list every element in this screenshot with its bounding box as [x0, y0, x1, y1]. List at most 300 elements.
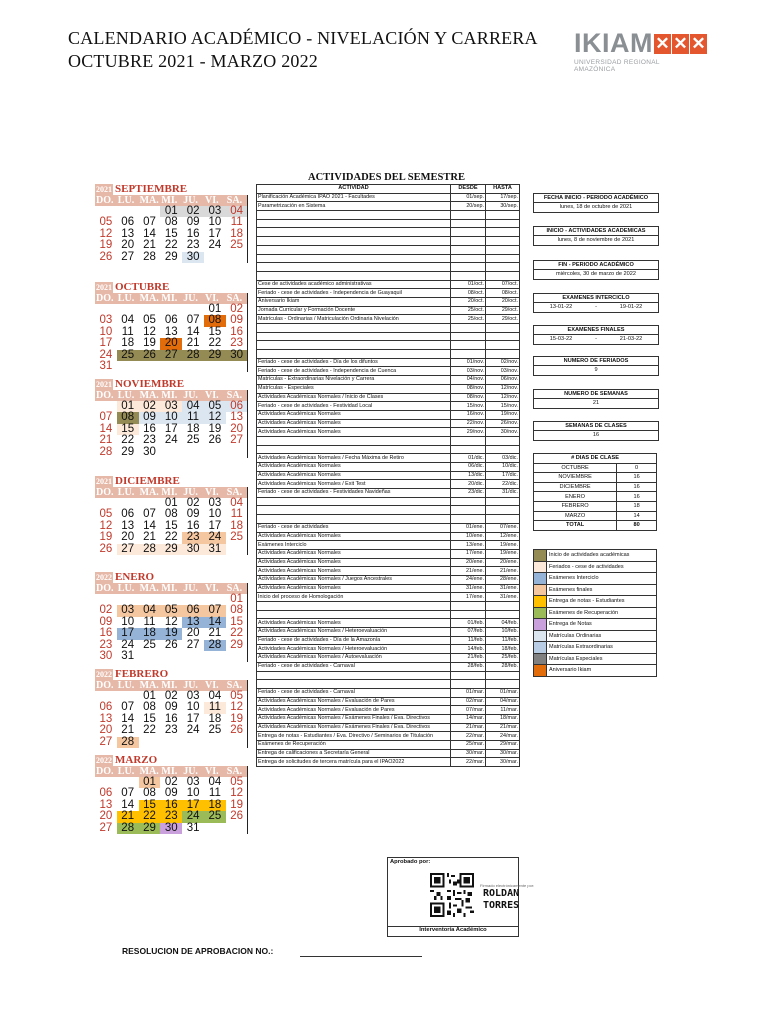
activity-name: Actividades Académicas Normales [257, 471, 451, 480]
activity-row [257, 358, 520, 367]
activity-from [451, 602, 486, 611]
calendar-weekday-header: DO. [95, 583, 117, 594]
ikiam-logo [574, 28, 706, 73]
activity-from: 25/mar. [451, 741, 486, 750]
calendar-day: 22 [139, 811, 161, 822]
activity-name [257, 680, 451, 689]
calendar-day: 20 [186, 627, 200, 640]
calendar-day: 31 [121, 649, 135, 662]
activity-from: 22/mar. [451, 758, 486, 767]
activity-from: 13/ene. [451, 541, 486, 550]
calendar-diciembre [95, 476, 248, 555]
calendar-weekday-header: JU. [182, 680, 204, 691]
logo-wordmark: IKIAM [574, 28, 653, 58]
activity-row [257, 723, 520, 732]
calendar-day: 14 [186, 325, 200, 338]
activity-row [257, 219, 520, 228]
calendar-day: 05 [143, 314, 156, 327]
calendar-day: 25 [230, 239, 244, 252]
calendar-day: 02 [186, 497, 200, 509]
activity-row [257, 523, 520, 532]
calendar-day: 09 [139, 412, 161, 423]
calendar-day: 23 [164, 724, 178, 737]
calendar-weekday-header: MI. [160, 583, 182, 594]
activity-from: 02/mar. [451, 697, 486, 706]
activity-to [486, 263, 520, 272]
calendar-day: 10 [99, 325, 113, 338]
activity-from: 11/feb. [451, 636, 486, 645]
calendar-day: 05 [204, 401, 226, 412]
activity-to: 19/ene. [486, 549, 520, 558]
calendar-day: 14 [121, 712, 135, 725]
activity-from [451, 211, 486, 220]
activity-name: Actividades Académicas Normales / Heteroevaluación [257, 645, 451, 654]
calendar-month-name: SEPTIEMBRE [115, 183, 188, 195]
calendar-day: 06 [99, 701, 113, 714]
calendar-day: 08 [143, 701, 156, 714]
calendar-empty-cell [226, 447, 248, 458]
activity-name: Actividades Académicas Normales / Exit Test [257, 480, 451, 489]
interciclo-separator: - [595, 304, 597, 310]
activity-to: 30/mar. [486, 758, 520, 767]
calendar-day: 17 [117, 628, 139, 639]
calendar-day: 30 [143, 445, 156, 458]
activity-to: 07/oct. [486, 280, 520, 289]
activity-from: 28/feb. [451, 662, 486, 671]
activity-from: 25/oct. [451, 315, 486, 324]
dias-month: ENERO [534, 492, 617, 502]
activity-row [257, 732, 520, 741]
activity-row [257, 332, 520, 341]
legend-swatch [534, 619, 547, 630]
calendar-day: 21 [121, 724, 135, 737]
activity-to: 29/oct. [486, 306, 520, 315]
interciclo-from: 13-01-22 [549, 304, 573, 310]
activity-name: Actividades Académicas Normales / Inicio de Clases [257, 393, 451, 402]
calendar-weekday-header: MI. [160, 195, 182, 206]
legend-swatch [534, 665, 547, 676]
activity-name: Feriado - cese de actividades - Festividades Navideñas [257, 489, 451, 498]
activity-to: 21/ene. [486, 567, 520, 576]
calendar-weekday-header: JU. [182, 487, 204, 498]
activity-row [257, 602, 520, 611]
calendar-empty-cell [182, 737, 204, 748]
activity-name [257, 350, 451, 359]
calendar-day: 18 [139, 628, 161, 639]
calendar-weekday-header: LU. [117, 195, 139, 206]
activity-row [257, 245, 520, 254]
calendar-day: 29 [139, 823, 161, 834]
activities-column-header: HASTA [486, 185, 520, 194]
calendar-day: 18 [204, 800, 226, 811]
calendar-day: 02 [99, 604, 113, 617]
semanas-label: NUMERO DE SEMANAS [534, 390, 658, 399]
activity-to [486, 341, 520, 350]
calendar-day: 04 [230, 497, 244, 509]
calendar-day: 12 [164, 615, 178, 628]
legend-label: Exámenes de Recuperación [549, 609, 619, 616]
activity-from: 22/mar. [451, 732, 486, 741]
activity-name: Inicio del proceso de Homologación [257, 593, 451, 602]
activity-row [257, 688, 520, 697]
activity-row [257, 289, 520, 298]
calendar-day: 17 [186, 712, 200, 725]
activity-from [451, 263, 486, 272]
activity-from: 01/ene. [451, 523, 486, 532]
calendar-day: 26 [164, 638, 178, 651]
activity-from: 21/feb. [451, 654, 486, 663]
calendar-weekday-header: MA. [139, 680, 159, 691]
calendar-day: 19 [160, 628, 182, 639]
activity-from: 20/ene. [451, 558, 486, 567]
calendar-day: 27 [121, 250, 135, 263]
activity-row [257, 584, 520, 593]
calendar-day: 28 [182, 350, 204, 361]
calendar-day: 31 [99, 359, 113, 372]
calendar-day: 03 [160, 401, 182, 412]
activity-row [257, 575, 520, 584]
activity-row [257, 436, 520, 445]
feriados-label: NUMERO DE FERIADOS [534, 357, 658, 366]
activity-to: 18/feb. [486, 645, 520, 654]
calendar-day: 02 [164, 776, 178, 788]
activity-to: 22/dic. [486, 480, 520, 489]
calendar-day: 22 [164, 531, 178, 544]
activity-name: Feriado - cese de actividades - Festividad Local [257, 402, 451, 411]
calendar-day: 25 [117, 350, 139, 361]
activity-from: 30/mar. [451, 749, 486, 758]
calendar-day: 24 [208, 239, 222, 252]
calendar-day: 13 [121, 227, 135, 240]
calendar-day: 04 [226, 206, 248, 217]
calendar-weekday-header: SA. [226, 487, 248, 498]
activity-row [257, 263, 520, 272]
activity-to [486, 271, 520, 280]
activity-to: 28/feb. [486, 662, 520, 671]
activity-name: Actividades Académicas Normales / Heteroevaluación [257, 628, 451, 637]
calendar-empty-cell [182, 361, 204, 372]
calendar-day: 20 [121, 531, 135, 544]
calendar-day: 13 [99, 798, 113, 811]
calendar-weekday-header: LU. [117, 766, 139, 777]
calendar-day: 04 [208, 776, 222, 788]
calendar-empty-cell [160, 651, 182, 662]
activity-from: 13/dic. [451, 471, 486, 480]
fecha-inicio-value: lunes, 18 de octubre de 2021 [559, 204, 633, 210]
calendar-day: 19 [208, 422, 222, 435]
calendar-weekday-header: SA. [226, 680, 248, 691]
activity-to: 06/nov. [486, 376, 520, 385]
activity-row [257, 445, 520, 454]
calendar-day: 12 [230, 701, 244, 714]
calendar-empty-cell [204, 737, 226, 748]
activity-name [257, 506, 451, 515]
activity-row [257, 654, 520, 663]
dias-count: 16 [617, 473, 657, 483]
activity-row [257, 471, 520, 480]
calendar-day: 11 [204, 702, 226, 713]
calendar-day: 08 [164, 508, 178, 521]
activity-name: Actividades Académicas Normales [257, 549, 451, 558]
calendar-day: 27 [160, 350, 182, 361]
activity-from [451, 506, 486, 515]
calendar-border [247, 390, 248, 458]
activity-to: 29/mar. [486, 741, 520, 750]
activity-from: 01/oct. [451, 280, 486, 289]
dias-clase-row [534, 463, 657, 473]
dias-month: OCTUBRE [534, 463, 617, 473]
activity-from: 25/oct. [451, 306, 486, 315]
calendar-day: 28 [204, 640, 226, 651]
calendar-weekday-header: LU. [117, 583, 139, 594]
activity-row [257, 680, 520, 689]
activity-name: Actividades Académicas Normales [257, 584, 451, 593]
activity-from: 08/oct. [451, 289, 486, 298]
activity-row [257, 315, 520, 324]
calendar-empty-cell [160, 737, 182, 748]
calendar-day: 01 [139, 777, 161, 788]
calendar-day: 27 [230, 434, 244, 447]
calendar-day: 06 [182, 605, 204, 616]
calendar-day: 11 [230, 216, 243, 229]
activity-name: Exámenes Interciclo [257, 541, 451, 550]
calendar-day: 14 [121, 798, 135, 811]
calendar-day: 11 [208, 787, 221, 800]
calendar-weekday-header: MA. [139, 766, 159, 777]
activity-name: Feriado - cese de actividades - Carnaval [257, 662, 451, 671]
calendar-day: 04 [139, 605, 161, 616]
legend-item [533, 585, 657, 597]
activity-to [486, 506, 520, 515]
calendar-day: 07 [204, 605, 226, 616]
calendar-month-name: MARZO [115, 754, 158, 766]
activity-from: 08/nov. [451, 393, 486, 402]
document-subtitle: OCTUBRE 2021 - MARZO 2022 [68, 51, 319, 71]
inicio-actividades-value: lunes, 8 de noviembre de 2021 [557, 237, 635, 243]
calendar-day: 07 [99, 411, 113, 424]
calendar-day: 16 [186, 227, 200, 240]
activity-to [486, 610, 520, 619]
activity-from: 10/ene. [451, 532, 486, 541]
legend-item [533, 654, 657, 666]
activity-to [486, 211, 520, 220]
activity-name: Actividades Académicas Normales / Exámenes Finales / Eva. Directivos [257, 723, 451, 732]
calendar-day: 21 [143, 239, 156, 252]
calendar-day: 27 [99, 821, 113, 834]
calendar-day: 31 [204, 544, 226, 555]
calendar-day: 03 [99, 314, 113, 327]
calendar-day: 29 [164, 250, 178, 263]
activity-row [257, 758, 520, 767]
activity-name [257, 245, 451, 254]
activity-to: 10/feb. [486, 628, 520, 637]
approval-footer: Interventoría Académico [419, 927, 487, 933]
activity-to: 04/mar. [486, 697, 520, 706]
activity-to [486, 228, 520, 237]
activity-name: Entrega de solicitudes de tercera matrícula para el IPAO2022 [257, 758, 451, 767]
finales-to: 21-03-22 [619, 336, 643, 342]
calendar-day: 29 [121, 445, 135, 458]
fin-periodo-label: FIN - PERIODO ACADÉMICO [534, 261, 658, 270]
calendar-day: 17 [164, 422, 178, 435]
logo-subtitle: UNIVERSIDAD REGIONAL AMAZÓNICA [574, 59, 660, 73]
activity-name: Matrículas - Especiales [257, 384, 451, 393]
calendar-octubre [95, 282, 248, 372]
activity-to: 08/oct. [486, 289, 520, 298]
legend-swatch [534, 596, 547, 607]
calendar-day: 26 [230, 724, 244, 737]
activity-row [257, 280, 520, 289]
activity-name [257, 515, 451, 524]
calendar-weekday-header: JU. [182, 583, 204, 594]
activity-from: 22/nov. [451, 419, 486, 428]
activity-from [451, 324, 486, 333]
calendar-day: 08 [164, 216, 178, 229]
activity-to: 17/sep. [486, 193, 520, 202]
calendar-weekday-header: SA. [226, 583, 248, 594]
activity-row [257, 480, 520, 489]
activity-to [486, 254, 520, 263]
examenes-finales-box [533, 325, 659, 345]
legend-item [533, 619, 657, 631]
calendar-day: 14 [143, 227, 156, 240]
calendar-weekday-header: VI. [204, 583, 226, 594]
fecha-inicio-box [533, 193, 659, 213]
calendar-year: 2022 [96, 670, 112, 679]
calendar-border [247, 766, 248, 834]
activity-row [257, 202, 520, 211]
activity-name: Actividades Académicas Normales [257, 463, 451, 472]
calendar-day: 27 [117, 544, 139, 555]
calendar-enero [95, 572, 248, 662]
activity-name [257, 324, 451, 333]
calendar-day: 18 [121, 337, 135, 350]
activity-from [451, 254, 486, 263]
activity-name [257, 497, 451, 506]
activity-row [257, 549, 520, 558]
activity-to: 07/ene. [486, 523, 520, 532]
calendar-day: 10 [208, 216, 222, 229]
activity-from: 17/ene. [451, 549, 486, 558]
calendar-weekday-header: LU. [117, 680, 139, 691]
activity-row [257, 428, 520, 437]
calendar-weekday-header: MI. [160, 766, 182, 777]
dias-month: DICIEMBRE [534, 482, 617, 492]
calendar-day: 03 [208, 497, 222, 509]
activity-name [257, 228, 451, 237]
calendar-day: 15 [230, 615, 244, 628]
calendar-empty-cell [139, 361, 161, 372]
calendar-year: 2022 [96, 756, 112, 765]
calendar-day: 20 [99, 724, 113, 737]
calendar-day: 14 [99, 422, 113, 435]
calendar-weekday-header: SA. [226, 195, 248, 206]
semanas-clases-label: SEMANAS DE CLASES [534, 422, 658, 431]
calendar-weekday-header: VI. [204, 766, 226, 777]
calendar-day: 09 [186, 216, 200, 229]
calendar-day: 27 [186, 638, 200, 651]
legend-swatch [534, 585, 547, 596]
activity-to: 12/nov. [486, 393, 520, 402]
calendar-day: 05 [230, 776, 244, 788]
calendar-empty-cell [117, 361, 139, 372]
calendar-day: 01 [230, 593, 244, 605]
activity-from: 01/nov. [451, 358, 486, 367]
activity-to: 25/feb. [486, 654, 520, 663]
legend-label: Exámenes finales [549, 586, 593, 593]
activity-name: Parametrización en Sistema [257, 202, 451, 211]
calendar-day: 08 [204, 315, 226, 326]
activity-from: 15/nov. [451, 402, 486, 411]
activity-name: Actividades Académicas Normales / Juegos Ancestrales [257, 575, 451, 584]
activity-from [451, 332, 486, 341]
calendar-day: 23 [160, 811, 182, 822]
calendar-day: 09 [99, 615, 113, 628]
calendar-empty-cell [226, 361, 248, 372]
legend-swatch [534, 550, 547, 561]
calendar-empty-cell [226, 823, 248, 834]
activity-name: Matrículas - Ordinarias / Matriculación Ordinaria Nivelación [257, 315, 451, 324]
calendar-day: 24 [182, 811, 204, 822]
calendar-day: 10 [121, 615, 135, 628]
calendar-day: 05 [160, 605, 182, 616]
calendar-septiembre [95, 184, 248, 263]
activity-name [257, 211, 451, 220]
calendar-day: 10 [160, 412, 182, 423]
activity-from: 21/mar. [451, 723, 486, 732]
calendar-day: 03 [186, 776, 200, 788]
calendar-month-name: DICIEMBRE [115, 475, 180, 487]
calendar-day: 20 [230, 422, 244, 435]
calendar-weekday-header: MI. [160, 293, 182, 304]
activity-to: 26/nov. [486, 419, 520, 428]
legend-item [533, 665, 657, 677]
activity-row [257, 384, 520, 393]
calendar-weekday-header: SA. [226, 766, 248, 777]
dias-count: 18 [617, 501, 657, 511]
calendar-weekday-header: JU. [182, 293, 204, 304]
calendar-day: 18 [186, 422, 200, 435]
calendar-weekday-header: MA. [139, 583, 159, 594]
calendar-day: 15 [164, 519, 178, 532]
activity-from: 01/dic. [451, 454, 486, 463]
activity-row [257, 593, 520, 602]
calendar-day: 24 [164, 434, 178, 447]
legend-item [533, 549, 657, 562]
calendar-day: 23 [186, 239, 200, 252]
activity-from: 20/sep. [451, 202, 486, 211]
calendar-day: 13 [230, 411, 244, 424]
activity-to: 24/mar. [486, 732, 520, 741]
calendar-day: 30 [182, 252, 204, 263]
activity-from [451, 680, 486, 689]
calendar-day: 05 [230, 690, 244, 702]
activity-from: 20/dic. [451, 480, 486, 489]
calendar-day: 12 [99, 227, 113, 240]
calendar-day: 12 [99, 519, 113, 532]
calendar-marzo [95, 755, 248, 834]
activity-from [451, 245, 486, 254]
activity-to [486, 515, 520, 524]
legend-item [533, 642, 657, 654]
activity-to: 20/oct. [486, 297, 520, 306]
calendar-day: 02 [230, 303, 244, 315]
activity-from: 14/feb. [451, 645, 486, 654]
activity-to: 11/mar. [486, 706, 520, 715]
legend-label: Feriados - cese de actividades [549, 563, 624, 570]
dias-clase-row [534, 482, 657, 492]
activity-row [257, 628, 520, 637]
